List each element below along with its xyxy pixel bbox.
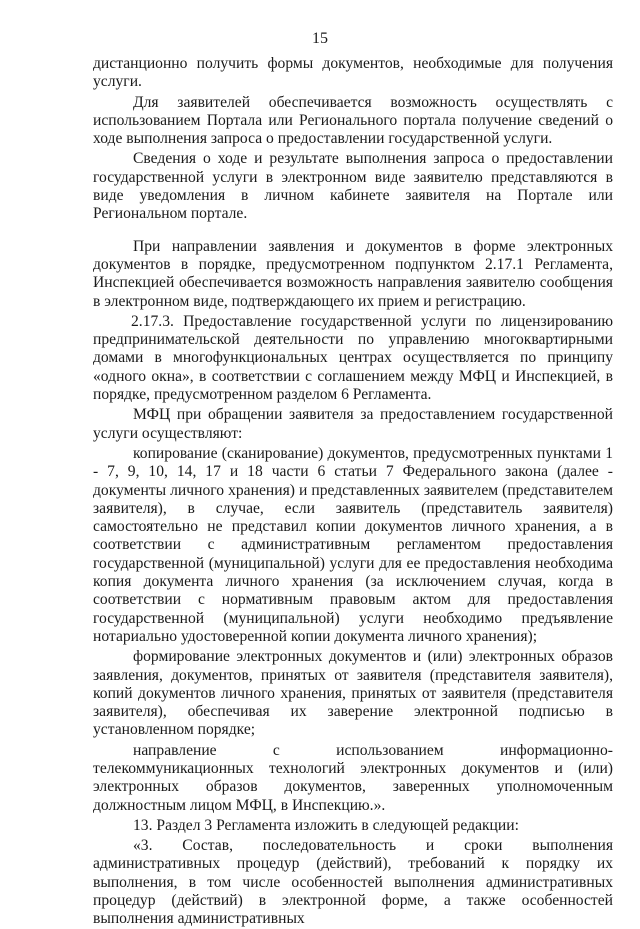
paragraph: копирование (сканирование) документов, предусмотренных пунктами 1 - 7, 9, 10, 14, 17 и 18 части 6 статьи 7 Федерального закона (далее - документы личного хранения) и представленных заявителем (представителем заявителя), в случае, если заявитель (представитель заявителя) самостоятельно не представил копии документов личного хранения, а в соответствии с административным регламентом предоставления государственной (муниципальной) услуги для ее предоставления необходима копия документа личного хранения (за исключением случая, когда в соответствии с нормативным правовым актом для предоставления государственной (муниципальной) услуги необходимо предъявление нотариально удостоверенной копии документа личного хранения);	[93, 444, 613, 645]
paragraph: Сведения о ходе и результате выполнения запроса о предоставлении государственной услуги в электронном виде заявителю представляются в виде уведомления в личном кабинете заявителя на Портале или Региональном портале.	[93, 150, 613, 223]
paragraph: При направлении заявления и документов в форме электронных документов в порядке, предусмотренном подпунктом 2.17.1 Регламента, Инспекцией обеспечивается возможность направления заявителю сообщения в электронном виде, подтверждающего их прием и регистрацию.	[93, 237, 613, 310]
paragraph: формирование электронных документов и (или) электронных образов заявления, документов, принятых от заявителя (представителя заявителя), копий документов личного хранения, принятых от заявителя (представителя заявителя), обеспечивая их заверение электронной подписью в установленном порядке;	[93, 648, 613, 739]
paragraph: 13. Раздел 3 Регламента изложить в следующей редакции:	[133, 816, 519, 834]
paragraph: «3. Состав, последовательность и сроки выполнения административных процедур (действий), требований к порядку их выполнения, в том числе особенностей выполнения административных процедур (действий) в электронной форме, а также особенностей выполнения административных	[93, 837, 613, 928]
page-number: 15	[312, 30, 328, 47]
paragraph: МФЦ при обращении заявителя за предоставлением государственной услуги осуществляют:	[93, 406, 613, 442]
paragraph: дистанционно получить формы документов, необходимые для получения услуги.	[93, 55, 613, 91]
paragraph: 2.17.3. Предоставление государственной услуги по лицензированию предпринимательской деятельности по управлению многоквартирными домами в многофункциональных центрах осуществляется по принципу «одного окна», в соответствии с соглашением между МФЦ и Инспекцией, в порядке, предусмотренном разделом 6 Регламента.	[93, 312, 613, 404]
paragraph: направление с использованием информационно-телекоммуникационных технологий электронных документов и (или) электронных образов документов, заверенных уполномоченным должностным лицом МФЦ, в Инспекцию.».	[93, 741, 613, 814]
document-body	[93, 55, 613, 929]
paragraph: Для заявителей обеспечивается возможность осуществлять с использованием Портала или Регионального портала получение сведений о ходе выполнения запроса о предоставлении государственной услуги.	[93, 93, 613, 148]
